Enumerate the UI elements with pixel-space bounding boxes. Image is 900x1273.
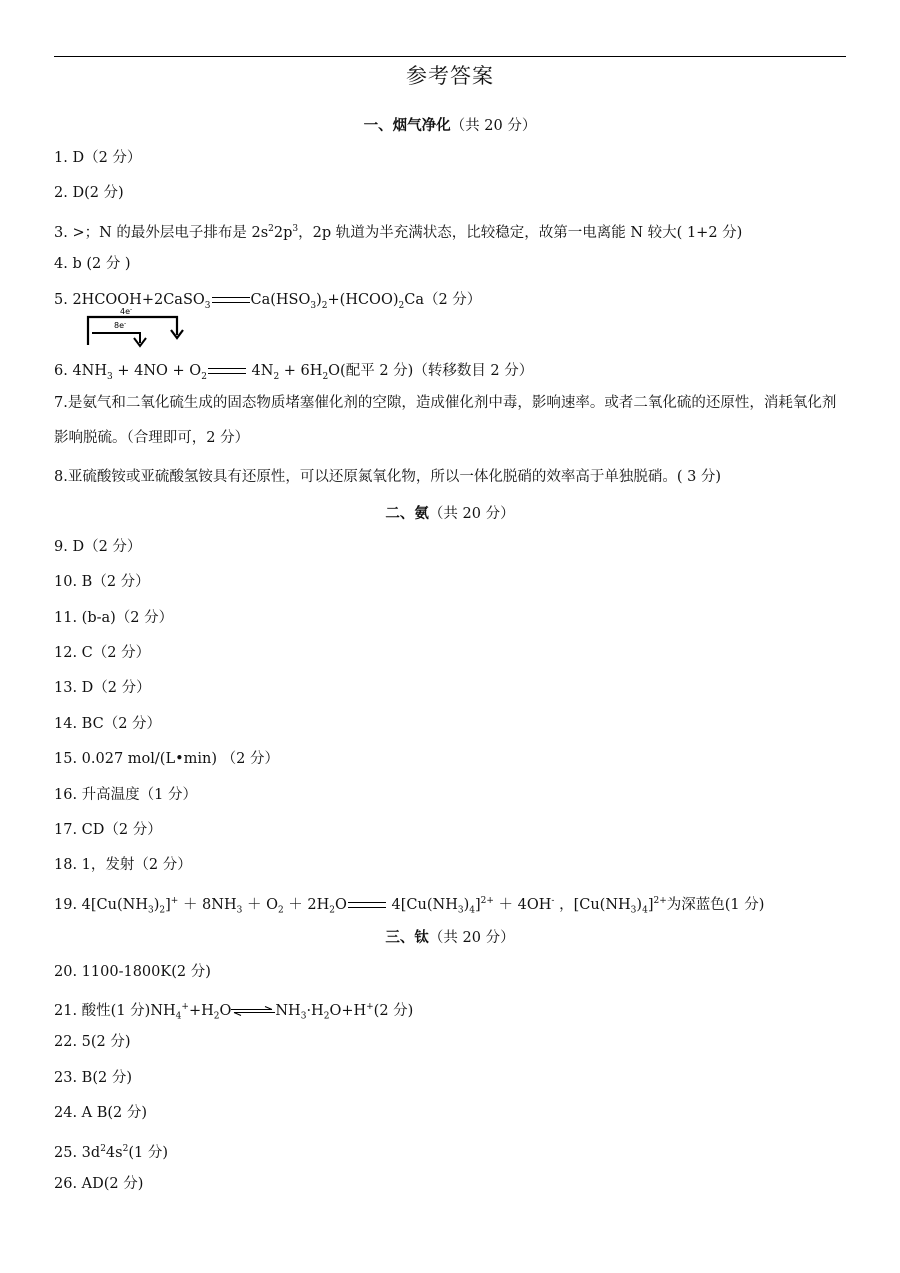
electron-transfer-arrows [82,305,202,351]
answer-13: 13. D（2 分） [54,680,151,696]
equals-sign [212,297,250,303]
answer-1: 1. D（2 分） [54,150,142,166]
section-heading-3: 三、钛（共 20 分） [385,929,515,946]
page-title: 参考答案 [406,64,494,88]
section-heading-2: 二、氨（共 20 分） [385,505,515,522]
section-heading-1: 一、烟气净化（共 20 分） [363,117,537,134]
answer-25: 25. $3d^24s^2(1$ 分) [54,1144,168,1161]
reversible-arrow-icon [231,1006,275,1016]
answer-16: 16. 升高温度（1 分） [54,787,198,803]
answer-14: 14. BC（2 分） [54,716,162,732]
equals-sign [208,368,246,374]
answer-10: 10. B（2 分） [54,574,150,590]
top-rule [54,56,846,57]
answer-8: 8.亚硫酸铵或亚硫酸氢铵具有还原性，可以还原氮氧化物，所以一体化脱硝的效率高于单独脱硝。( 3 分) [54,469,722,485]
answer-4: 4. b (2 分 ) [54,256,131,272]
svg-text:8e-: 8e- [114,320,127,330]
answer-3: 3. >；N 的最外层电子排布是 $2s^22p^3$，2p 轨道为半充满状态，比较稳定，故第一电离能 N 较大( 1+2 分) [54,224,743,241]
answer-22: 22. 5(2 分) [54,1034,131,1050]
answer-9: 9. D（2 分） [54,539,142,555]
answer-21: 21. 酸性(1 分)$NH_4^++H_2O$ $NH_3\cdot H_2O+H^+(2$ 分) [54,1002,414,1022]
svg-text:4e-: 4e- [120,306,133,316]
answer-15: 15. 0.027 mol/(L•min) （2 分） [54,751,279,767]
answer-18: 18. 1，发射（2 分） [54,857,192,873]
answer-20: 20. 1100-1800K(2 分) [54,964,211,980]
equals-sign [348,902,386,908]
answer-19: 19. $4[Cu(NH_3)_2]^+ + 8NH_3 + O_2 + 2H_2O$ $4[Cu(NH_3)_4]^{2+} + 4OH^-$ ，$[Cu(NH_3)_4]^{2+}$为深蓝色(1 分) [54,896,765,916]
answer-24: 24. A B(2 分) [54,1105,148,1121]
answer-26: 26. AD(2 分) [54,1176,144,1192]
answer-7: 7.是氨气和二氧化硫生成的固态物质堵塞催化剂的空隙，造成催化剂中毒，影响速率。或者二氧化硫的还原性，消耗氧化剂影响脱硫。（合理即可，2 分） [54,395,837,446]
answer-2: 2. D(2 分) [54,185,124,201]
answer-11: 11. (b-a)（2 分） [54,610,174,626]
answer-5: 5. 2HCOOH+2CaSO$_3$ $Ca(HSO_3)_2+(HCOO)_2Ca(2$ 分） [54,292,482,311]
answer-12: 12. C（2 分） [54,645,151,661]
answer-23: 23. B(2 分) [54,1070,132,1086]
answer-6: 6. $4NH_3 + 4NO + O_2$ $4N_2 + 6H_2O$(配平 2 分)（转移数目 2 分） [54,363,534,382]
answer-17: 17. CD（2 分） [54,822,162,838]
